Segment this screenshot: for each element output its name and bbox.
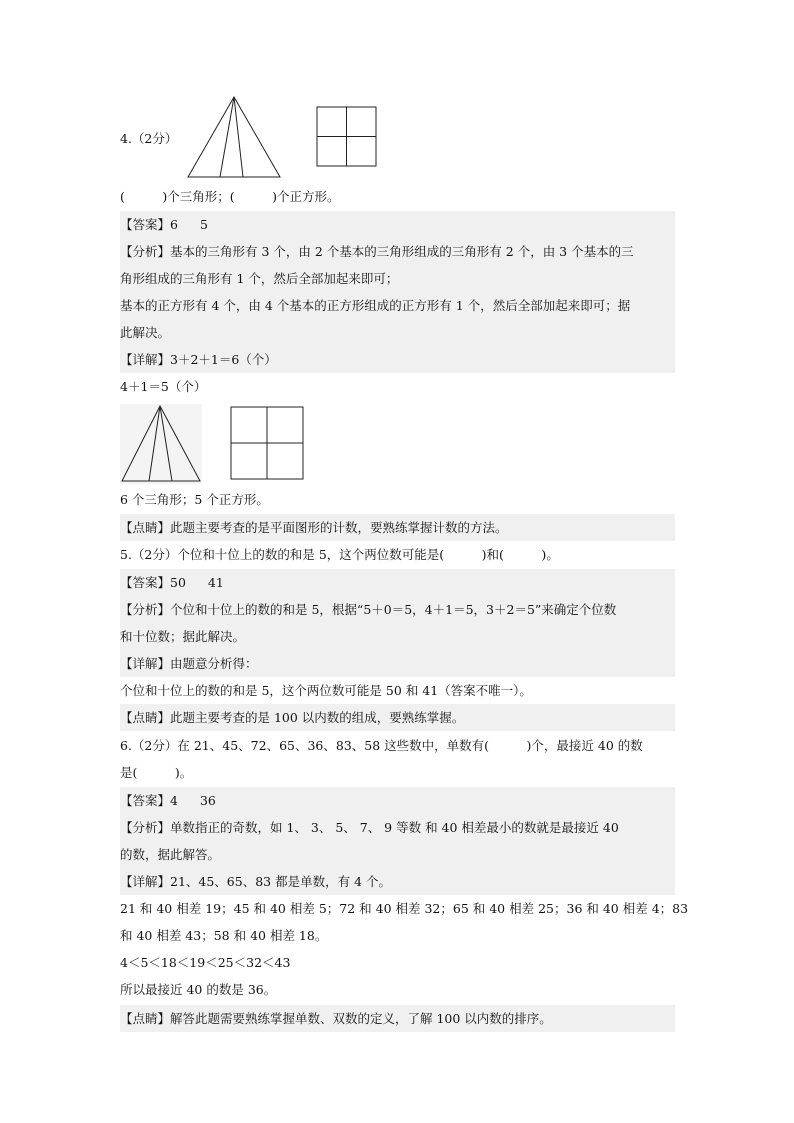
answer-value-b: 5 <box>199 217 208 232</box>
answer-value-a: 50 <box>170 575 186 590</box>
q5-question: 5.（2分）个位和十位上的数的和是 5，这个两位数可能是( )和( )。 <box>120 547 559 562</box>
square-grid-figure-answer <box>230 406 305 481</box>
q5-detail-line-2: 个位和十位上的数的和是 5，这个两位数可能是 50 和 41（答案不唯一）。 <box>120 683 532 698</box>
q4-number: 4.（2分） <box>120 131 178 146</box>
q4-detail-line-1: 【详解】3＋2＋1＝6（个） <box>120 346 675 373</box>
triangle-figure-answer <box>120 404 202 484</box>
answer-value-a: 6 <box>170 217 178 232</box>
q6-question-line-1: 6.（2分）在 21、45、72、65、36、83、58 这些数中，单数有( )个，最接近 40 的数 <box>120 738 643 753</box>
q4-tip: 【点睛】此题主要考查的是平面图形的计数，要熟练掌握计数的方法。 <box>120 514 675 541</box>
q4-answer <box>120 211 675 238</box>
q6-detail-line-5: 所以最接近 40 的数是 36。 <box>120 982 277 997</box>
q5-analysis-line-1: 【分析】个位和十位上的数的和是 5，根据“5＋0＝5，4＋1＝5，3＋2＝5”来确定个位数 <box>120 596 675 623</box>
answer-label: 【答案】 <box>120 575 171 590</box>
q4-analysis-line-3: 基本的正方形有 4 个，由 4 个基本的正方形组成的正方形有 1 个，然后全部加起来即可；据 <box>120 292 675 319</box>
q4-analysis-line-4: 此解决。 <box>120 319 675 346</box>
q6-detail-line-1: 【详解】21、45、65、83 都是单数，有 4 个。 <box>120 868 675 895</box>
answer-label: 【答案】 <box>120 217 171 232</box>
q6-analysis-line-1: 【分析】单数指正的奇数，如 1、 3、 5、 7、 9 等数 和 40 相差最小的数就是最接近 40 <box>120 814 675 841</box>
q5-detail-line-1: 【详解】由题意分析得： <box>120 650 675 677</box>
answer-value-b: 41 <box>207 575 224 590</box>
answer-value-b: 36 <box>199 793 216 808</box>
square-grid-figure <box>316 106 378 168</box>
q5-answer <box>120 569 675 596</box>
q4-conclusion: 6 个三角形；5 个正方形。 <box>120 492 269 507</box>
q4-analysis-line-1: 【分析】基本的三角形有 3 个，由 2 个基本的三角形组成的三角形有 2 个，由 3 个基本的三 <box>120 238 675 265</box>
q6-analysis-line-2: 的数，据此解答。 <box>120 841 675 868</box>
answer-value-a: 4 <box>170 793 178 808</box>
q4-question: ( )个三角形；( )个正方形。 <box>120 189 340 204</box>
q6-detail-line-4: 4＜5＜18＜19＜25＜32＜43 <box>120 955 291 970</box>
q4-analysis-line-2: 角形组成的三角形有 1 个，然后全部加起来即可； <box>120 265 675 292</box>
q6-detail-line-2: 21 和 40 相差 19；45 和 40 相差 5；72 和 40 相差 32；65 和 40 相差 25；36 和 40 相差 4；83 <box>120 901 689 916</box>
q6-tip: 【点睛】解答此题需要熟练掌握单数、双数的定义，了解 100 以内数的排序。 <box>120 1005 675 1032</box>
q6-answer <box>120 787 675 814</box>
q4-detail-line-2: 4＋1＝5（个） <box>120 379 207 394</box>
q5-tip: 【点睛】此题主要考查的是 100 以内数的组成，要熟练掌握。 <box>120 704 675 731</box>
q5-analysis-line-2: 和十位数；据此解决。 <box>120 623 675 650</box>
triangle-figure <box>185 95 285 179</box>
answer-label: 【答案】 <box>120 793 171 808</box>
q6-detail-line-3: 和 40 相差 43；58 和 40 相差 18。 <box>120 928 328 943</box>
q6-question-line-2: 是( )。 <box>120 765 193 780</box>
